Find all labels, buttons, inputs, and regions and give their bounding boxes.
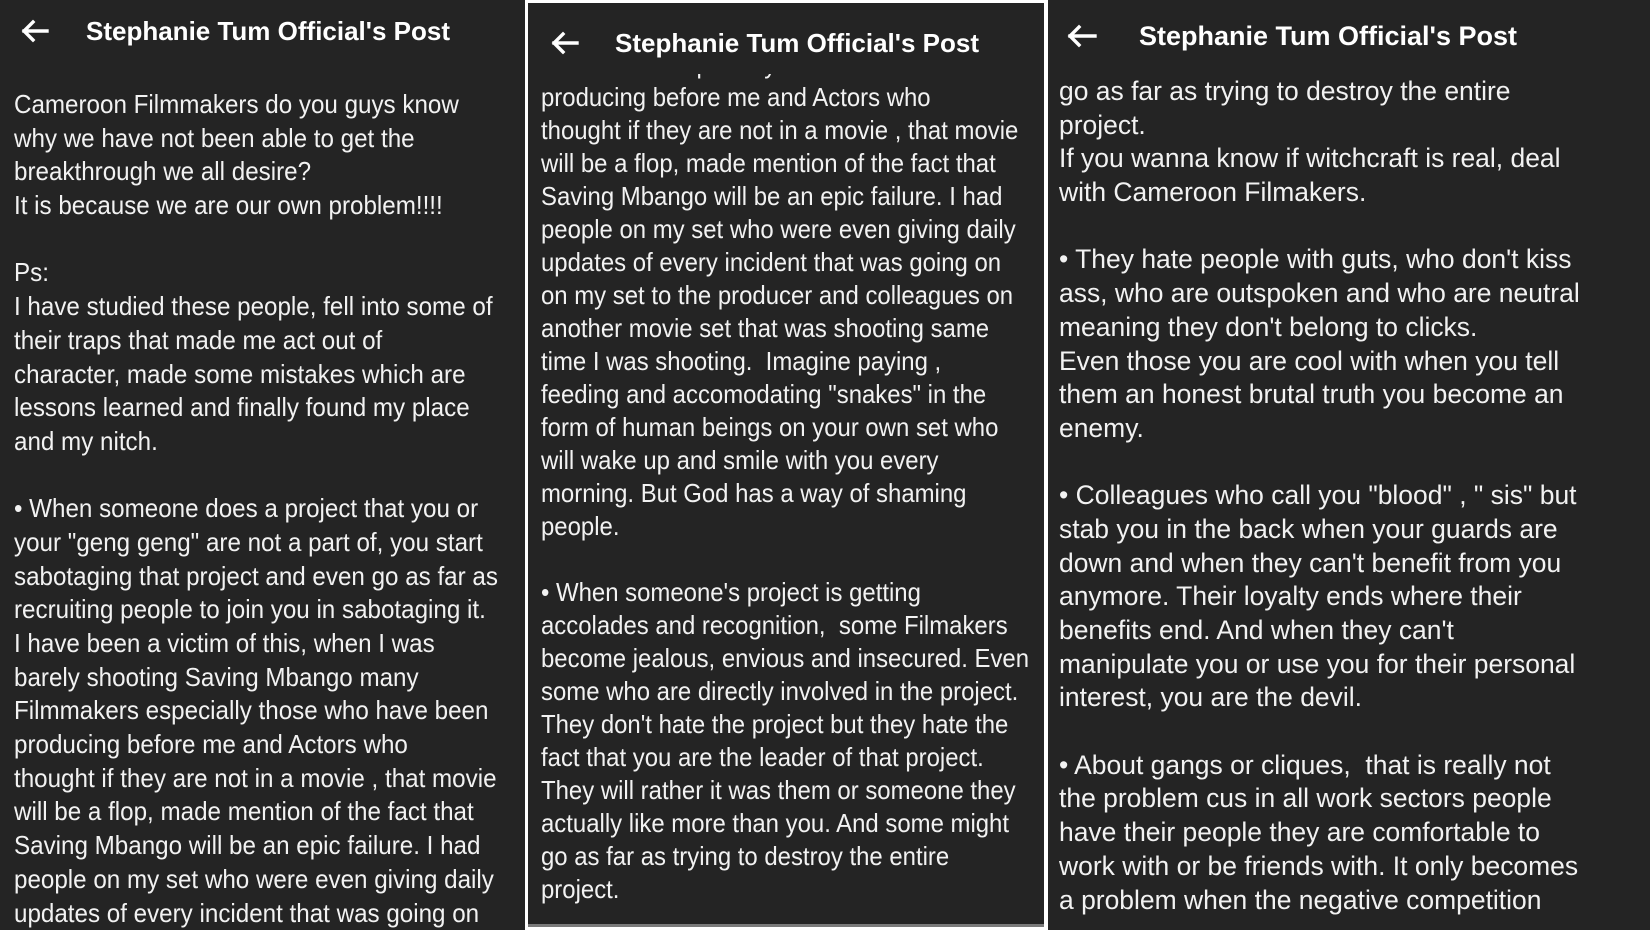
post-text-line: barely shooting Saving Mbango many — [14, 661, 419, 692]
bottom-divider — [528, 924, 1044, 927]
post-text-line: will be a flop, made mention of the fact that — [14, 796, 474, 827]
post-screen-1 — [0, 0, 525, 930]
post-text-line: accolades and recognition, some Filmakers — [541, 610, 1008, 640]
post-title: Stephanie Tum Official's Post — [1139, 20, 1517, 51]
back-arrow-icon — [21, 20, 49, 42]
post-text-line: enemy. — [1059, 412, 1144, 443]
post-text-line: character, made some mistakes which are — [14, 358, 466, 389]
post-header — [528, 12, 1044, 74]
post-text-line: on my set to the producer and colleagues on — [541, 280, 1014, 310]
post-text-line: benefits end. And when they can't — [1059, 615, 1454, 645]
post-scroll-area[interactable] — [1048, 67, 1650, 930]
post-text-line: will wake up and smile with you every — [541, 445, 939, 475]
back-arrow-icon — [551, 32, 579, 54]
post-body-text — [541, 48, 1034, 906]
post-text-line: your "geng geng" are not a part of, you start — [14, 526, 483, 557]
post-text-line: Saving Mbango will be an epic failure. I had — [541, 181, 1003, 211]
post-screen-3 — [1048, 0, 1650, 930]
post-text-line: recruiting people to join you in sabotaging it. — [14, 594, 486, 625]
post-text-line: project. — [541, 874, 620, 904]
post-text-line: fact that you are the leader of that project. — [541, 742, 984, 772]
post-text-line: and my nitch. — [14, 425, 158, 456]
paragraph-spacer — [14, 223, 480, 257]
post-text-line: them an honest brutal truth you become an — [1059, 379, 1564, 410]
post-text-line: Filmmakers especially those who have been — [14, 695, 489, 726]
post-text-line: people. — [541, 511, 620, 541]
post-text-line: people on my set who were even giving daily — [541, 214, 1016, 244]
post-body-text — [1059, 75, 1640, 917]
post-scroll-area[interactable] — [528, 74, 1044, 923]
post-text-line: manipulate you or use you for their personal — [1059, 648, 1576, 679]
post-text-line: project. — [1059, 109, 1146, 140]
post-text-line: Cameroon Filmmakers do you guys know — [14, 89, 459, 119]
post-text-line: updates of every incident that was going on — [14, 897, 480, 928]
post-text-line: will be a flop, made mention of the fact that — [541, 148, 996, 178]
post-text-line: I have studied these people, fell into some of — [14, 291, 493, 322]
post-text-line: thought if they are not in a movie , that movie — [14, 762, 497, 793]
post-text-line: meaning they don't belong to clicks. — [1059, 311, 1478, 342]
post-header — [1048, 5, 1650, 67]
post-text-line: a problem when the negative competition — [1059, 884, 1542, 915]
post-text-line: their traps that made me act out of — [14, 324, 383, 355]
post-text-line: work with or be friends with. It only becomes — [1059, 850, 1579, 881]
post-text-line: actually like more than you. And some might — [541, 808, 1010, 838]
post-text-line: why we have not been able to get the — [14, 122, 415, 153]
post-text-line: form of human beings on your own set who — [541, 412, 999, 442]
post-text-line: Saving Mbango will be an epic failure. I had — [14, 830, 481, 861]
paragraph-spacer — [1059, 715, 1628, 749]
post-text-line: morning. But God has a way of shaming — [541, 478, 967, 508]
post-text-line: producing before me and Actors who — [541, 82, 931, 112]
post-header — [0, 0, 525, 62]
post-text-line: • When someone's project is getting — [541, 577, 921, 607]
post-text-line: with Cameroon Filmakers. — [1059, 177, 1367, 208]
post-text-line: lessons learned and finally found my place — [14, 392, 470, 423]
post-text-line: anymore. Their loyalty ends where their — [1059, 581, 1522, 612]
post-title: Stephanie Tum Official's Post — [615, 27, 979, 58]
post-text-line: become jealous, envious and insecured. Even — [541, 643, 1030, 673]
post-text-line: Even those you are cool with when you tell — [1059, 345, 1560, 376]
post-text-line: go as far as trying to destroy the entire — [1059, 76, 1511, 106]
paragraph-spacer — [1059, 446, 1628, 480]
post-text-line: go as far as trying to destroy the entire — [541, 841, 950, 871]
post-text-line: They don't hate the project but they hate the — [541, 709, 1009, 739]
post-title: Stephanie Tum Official's Post — [86, 15, 450, 46]
post-text-line: stab you in the back when your guards are — [1059, 513, 1558, 544]
paragraph-spacer — [14, 459, 480, 493]
post-text-line: another movie set that was shooting same — [541, 313, 990, 343]
post-text-line: breakthrough we all desire? — [14, 156, 312, 187]
post-text-line: • Colleagues who call you "blood" , " sis" but — [1059, 480, 1577, 511]
post-body-text — [14, 88, 515, 930]
post-text-line: down and when they can't benefit from you — [1059, 547, 1562, 578]
post-text-line: producing before me and Actors who — [14, 729, 408, 760]
paragraph-spacer — [1059, 210, 1628, 244]
post-screen-2 — [528, 3, 1044, 927]
post-text-line: thought if they are not in a movie , that movie — [541, 115, 1019, 145]
post-text-line: the problem cus in all work sectors people — [1059, 783, 1552, 814]
back-arrow-button[interactable] — [548, 26, 582, 60]
post-text-line: interest, you are the devil. — [1059, 682, 1362, 713]
post-text-line: Ps: — [14, 257, 49, 288]
paragraph-spacer — [541, 543, 995, 576]
post-text-line: They will rather it was them or someone they — [541, 775, 1016, 805]
back-arrow-button[interactable] — [1065, 19, 1099, 53]
post-text-line: ass, who are outspoken and who are neutral — [1059, 278, 1580, 309]
post-text-line: • About gangs or cliques, that is really not — [1059, 749, 1551, 780]
post-text-line: have their people they are comfortable to — [1059, 817, 1540, 848]
post-text-line: people on my set who were even giving daily — [14, 863, 494, 894]
post-text-line: • When someone does a project that you or — [14, 493, 479, 524]
post-text-line: If you wanna know if witchcraft is real, deal — [1059, 143, 1561, 174]
post-text-line: feeding and accomodating "snakes" in the — [541, 379, 987, 409]
post-text-line: some who are directly involved in the project. — [541, 676, 1019, 706]
post-text-line: I have been a victim of this, when I was — [14, 628, 435, 658]
back-arrow-button[interactable] — [18, 14, 52, 48]
back-arrow-icon — [1067, 25, 1097, 47]
post-text-line: • They hate people with guts, who don't kiss — [1059, 244, 1572, 275]
post-text-line: time I was shooting. Imagine paying , — [541, 346, 942, 376]
post-text-line: sabotaging that project and even go as far as — [14, 560, 498, 591]
post-text-line: It is because we are our own problem!!!! — [14, 190, 443, 221]
post-text-line: updates of every incident that was going on — [541, 247, 1002, 277]
